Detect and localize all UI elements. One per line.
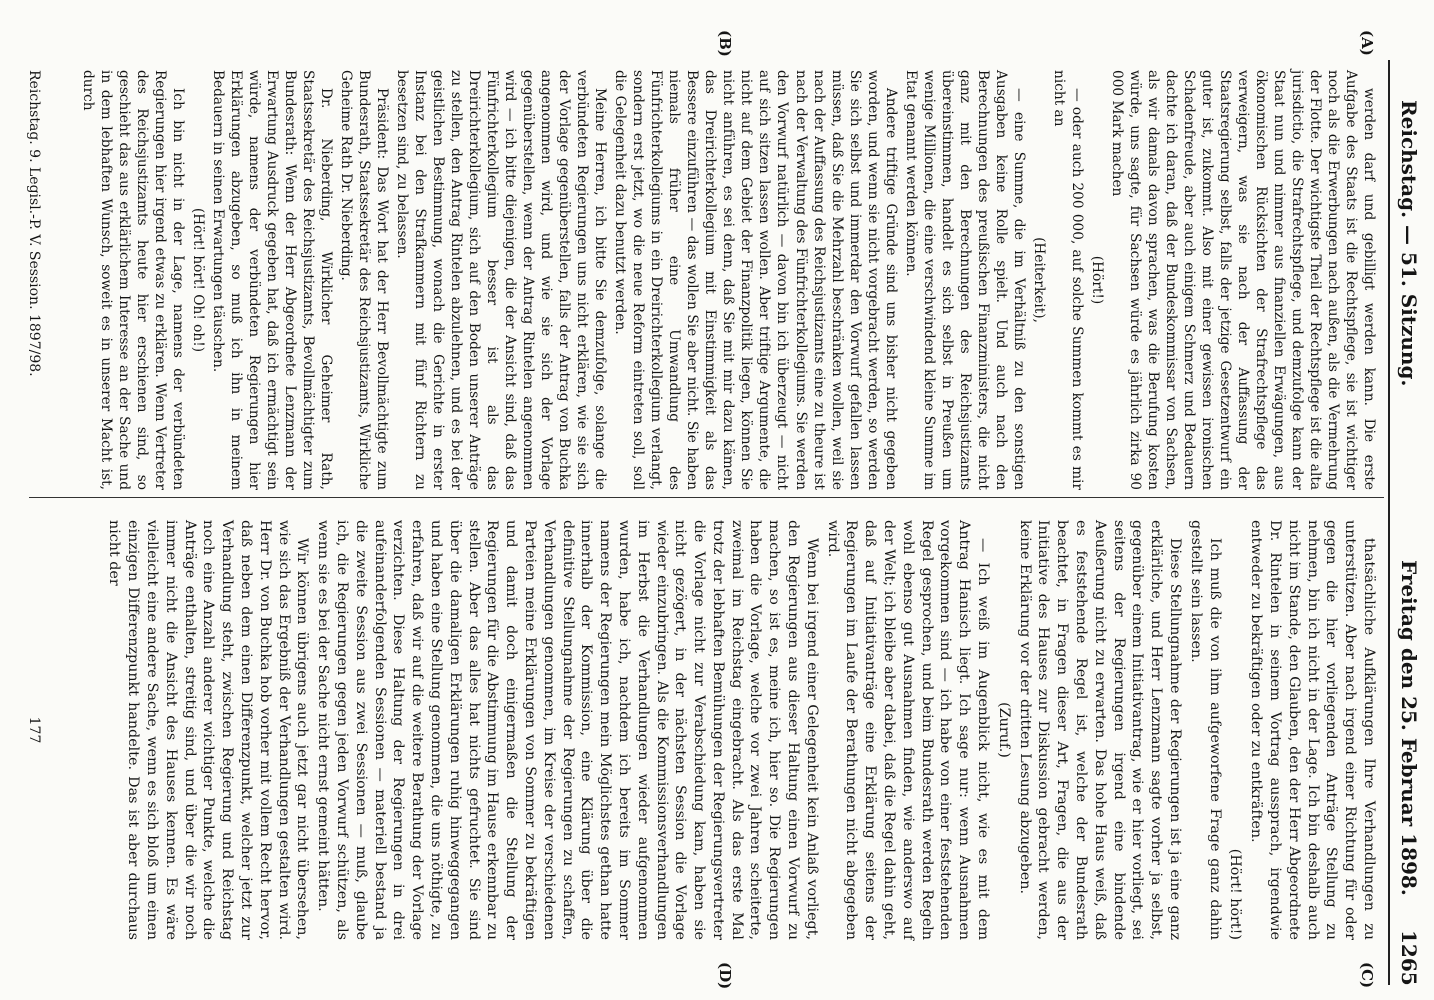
- paragraph: — oder auch 200 000, auf solche Summen kommt es mir nicht an: [1050, 70, 1085, 490]
- interjection: (Hört!): [1088, 255, 1105, 305]
- margin-mark-d: (D): [716, 962, 734, 990]
- margin-mark-c: (C): [1358, 962, 1376, 989]
- header-rule: [1388, 60, 1390, 985]
- interjection: (Hört! hört!): [1227, 848, 1244, 940]
- footer-signature: Reichstag. 9. Legisl.-P. V. Session. 1897/98.: [26, 70, 42, 377]
- running-header-date: Freitag den 25. Februar 1898.: [1397, 560, 1421, 896]
- paragraph: — Ich weiß im Augenblick nicht, wie es mit dem Antrag Hanisch liegt. Ich sage nur: wenn Ausnahmen vorgekommen sind — ich habe von einer feststehenden Regel gesprochen, und beim Bundesrath werden Regeln wohl ebenso gut Ausnahmen finden, wie anderswo auf der Welt; ich bleibe aber dabei, daß die Regel dahin geht, daß auf Initiativanträge eine Erklärung seitens der Regierungen im Laufe der Berathungen nicht abgegeben wird.: [824, 520, 992, 940]
- margin-mark-b: (B): [716, 30, 734, 57]
- speaker-paragraph: Präsident: Das Wort hat der Herr Bevollmächtigte zum Bundesrath, Staatssekretär des Reichsjustizamts, Wirkliche Geheime Rath Dr. Nieberding.: [338, 70, 391, 490]
- paragraph: werden darf und gebilligt werden kann. Die erste Aufgabe des Staats ist die Rechtspflege, sie ist wichtiger noch als die Erwerbungen nach außen, als die Vermehrung der Flotte. Der wichtigste Theil der Rechtspflege ist die alta jurisdictio, die Strafrechtspflege, und demzufolge kann der Staat nun und nimmer aus finanziellen Erwägungen, aus ökonomischen Rücksichten der Strafrechtspflege das verweigern, was sie nach der Auffassung der Staatsregierung selbst, falls der jetzige Gesetzentwurf ein guter ist, zukommt. Also mit einer gewissen ironischen Schadenfreude, aber auch einigem Schmerz und Bedauern dachte ich daran, daß der Bundeskommissar von Sachsen, als wir damals davon sprachen, was die Berufung kosten würde, uns sagte, für Sachsen würde es jährlich zirka 90 000 Mark machen: [1108, 70, 1377, 490]
- interjection: (Heiterkeit),: [1030, 237, 1047, 323]
- paragraph: Ich bin nicht in der Lage, namens der verbündeten Regierungen hier irgend etwas zu erklären. Wenn Vertreter des Reichsjustizamts heute hier erschienen sind, so geschieht das aus erklärlichem Interesse an der Sache und in dem lebhaften Wunsch, soweit es in unserer Macht ist, durch: [79, 70, 186, 490]
- interjection: (Zuruf.): [995, 702, 1012, 758]
- paragraph: Diese Stellungnahme der Regierungen ist ja eine ganz erklärliche, und Herr Lenzmann sagte vorher ja selbst, gegenüber einem Initiativantrag, wie er hier vorliegt, sei seitens der Regierungen irgend eine bindende Aeußerung nicht zu erwarten. Das hohe Haus weiß, daß es feststehende Regel ist, welche der Bundesrath beachtet, in Fragen dieser Art, Fragen, die aus der Initiative des Hauses zur Diskussion gebracht werden, keine Erklärung vor der dritten Lesung abzugeben.: [1016, 520, 1184, 940]
- paragraph: Ich muß die von ihm aufgeworfene Frage ganz dahin gestellt sein lassen.: [1187, 520, 1223, 940]
- column-rule: [29, 497, 1384, 498]
- paragraph: Andere triftige Gründe sind uns bisher nicht gegeben worden, und wenn sie nicht vorgebracht werden, so werden Sie sich selbst und immerdar den Vorwurf gefallen lassen müssen, daß Sie die Mehrzahl beschränken wollen, weil sie nach der Auffassung des Reichsjustizamts eine zu theure ist nach der Verwaltung des Fünfrichterkollegiums. Sie werden den Vorwurf natürlich — davon bin ich überzeugt — nicht auf sich sitzen lassen wollen. Aber triftige Argumente, die nicht auf dem Gebiet der Finanzpolitik liegen, können Sie nicht anführen, es sei denn, daß Sie mit mir dazu kämen, das Dreirichterkollegium mit Einstimmigkeit als das Bessere einzuführen — das wollen Sie aber nicht. Sie haben niemals früher eine Umwandlung des Fünfrichterkollegiums in ein Dreirichterkollegium verlangt, sondern erst jetzt, wo die neue Reform eintreten soll, soll die Gelegenheit dazu benutzt werden.: [612, 70, 899, 490]
- paragraph: Meine Herren, ich bitte Sie demzufolge, solange die verbündeten Regierungen uns nicht erklären, wie sie sich der Vorlage gegenüberstellen, falls der Antrag von Buchka angenommen wird, und wie sie sich der Vorlage gegenüberstellen, wenn der Antrag Rintelen angenommen wird — ich bitte diejenigen, die der Ansicht sind, daß das Fünfrichterkollegium besser ist als das Dreirichterkollegium, sich auf den Boden unserer Anträge zu stellen, den Antrag Rintelen abzulehnen, und es bei der geistlichen Bestimmung, wonach die Gerichte in erster Instanz bei den Strafkammern mit fünf Richtern zu besetzen sind, zu belassen.: [394, 70, 609, 490]
- running-header-left: Reichstag. — 51. Sitzung.: [1397, 100, 1421, 387]
- paragraph: — eine Summe, die im Verhältniß zu den sonstigen Ausgaben keine Rolle spielt. Und auch nach den Berechnungen des preußischen Finanzministers, die nicht ganz mit den Berechnungen des Reichsjustizamts übereinstimmen, handelt es sich selbst in Preußen um wenige Millionen, die eine verschwindend kleine Summe im Etat genannt werden können.: [902, 70, 1027, 490]
- paragraph: Wir können übrigens auch jetzt gar nicht übersehen, wie sich das Ergebniß der Verhandlungen gestalten wird. Herr Dr. von Buchka hob vorher mit vollem Recht hervor, daß neben dem einen Differenzpunkt, welcher jetzt zur Verhandlung steht, zwischen Regierung und Reichstag noch eine Anzahl anderer wichtiger Punkte, welche die Anträge enthalten, streitig sind, und über die wir noch immer nicht die Ansicht des Hauses kennen. Es wäre vielleicht eine andere Sache, wenn es sich bloß um einen einzigen Differenzpunkt handelte. Das ist aber durchaus nicht der: [106, 520, 311, 940]
- paragraph: thatsächliche Aufklärungen Ihre Verhandlungen zu unterstützen. Aber nach irgend einer Richtung für oder gegen die hier vorliegenden Anträge Stellung zu nehmen, bin ich nicht in der Lage. Ich bin deshalb auch nicht im Stande, den Glauben, den der Herr Abgeordnete Dr. Rintelen in seinem Vortrag aussprach, irgendwie entweder zu bekräftigen oder zu entkräften.: [1248, 520, 1377, 940]
- left-column: [77, 70, 1378, 490]
- paragraph: Wenn bei irgend einer Gelegenheit kein Anlaß vorliegt, den Regierungen aus dieser Haltung einen Vorwurf zu machen, so ist es, meine ich, hier so. Die Regierungen haben die Vorlage, welche vor zwei Jahren scheiterte, zweimal im Reichstag eingebracht. Als das erste Mal trotz der lebhaften Bemühungen der Regierungsvertreter die Vorlage nicht zur Verabschiedung kam, haben sie nicht gezögert, in der nächsten Session die Vorlage wieder einzubringen. Als die Kommissionsverhandlungen im Herbst die Verhandlungen wieder aufgenommen wurden, habe ich, nachdem ich bereits im Sommer namens der Regierungen mein Möglichstes gethan hatte innerhalb der Kommission, eine Klärung über die definitive Stellungnahme der Regierungen zu schaffen, Verhandlungen genommen, im Kreise der verschiedenen Parteien meine Erklärungen von Sommer zu bekräftigen und damit doch einigermaßen die Stellung der Regierungen für die Abstimmung im Hause erkennbar zu stellen. Aber das alles hat nichts gefruchtet. Sie sind über die damaligen Erklärungen ruhig hinweggegangen und haben eine Stellung genommen, die uns nöthigte, zu erfahren, daß wir auf die weitere Berathung der Vorlage verzichten. Diese Haltung der Regierungen in drei aufeinanderfolgenden Sessionen — materiell bestand ja die zweite Session aus zwei Sessionen — muß, glaube ich, die Regierungen gegen jeden Vorwurf schützen, als wenn sie es bei der Sache nicht ernst gemeint hätten.: [315, 520, 820, 940]
- margin-mark-a: (A): [1358, 30, 1376, 56]
- right-column: [103, 520, 1378, 940]
- interjection: (Hört! hört! Oh! oh!): [190, 207, 206, 353]
- page-number: 1265: [1397, 930, 1421, 986]
- speaker-paragraph: Dr. Nieberding, Wirklicher Geheimer Rath, Staatssekretär des Reichsjustizamts, Bevollmächtigter zum Bundesrath: Wenn der Herr Abgeordnete Lenzmann der Erwartung Ausdruck gegeben hat, daß ich ermächtigt sein würde, namens der verbündeten Regierungen hier Erklärungen abzugeben, so muß ich ihn in meinem Bedauern in seinen Erwartungen täuschen.: [210, 70, 335, 490]
- footer-sheet-number: 177: [26, 716, 42, 744]
